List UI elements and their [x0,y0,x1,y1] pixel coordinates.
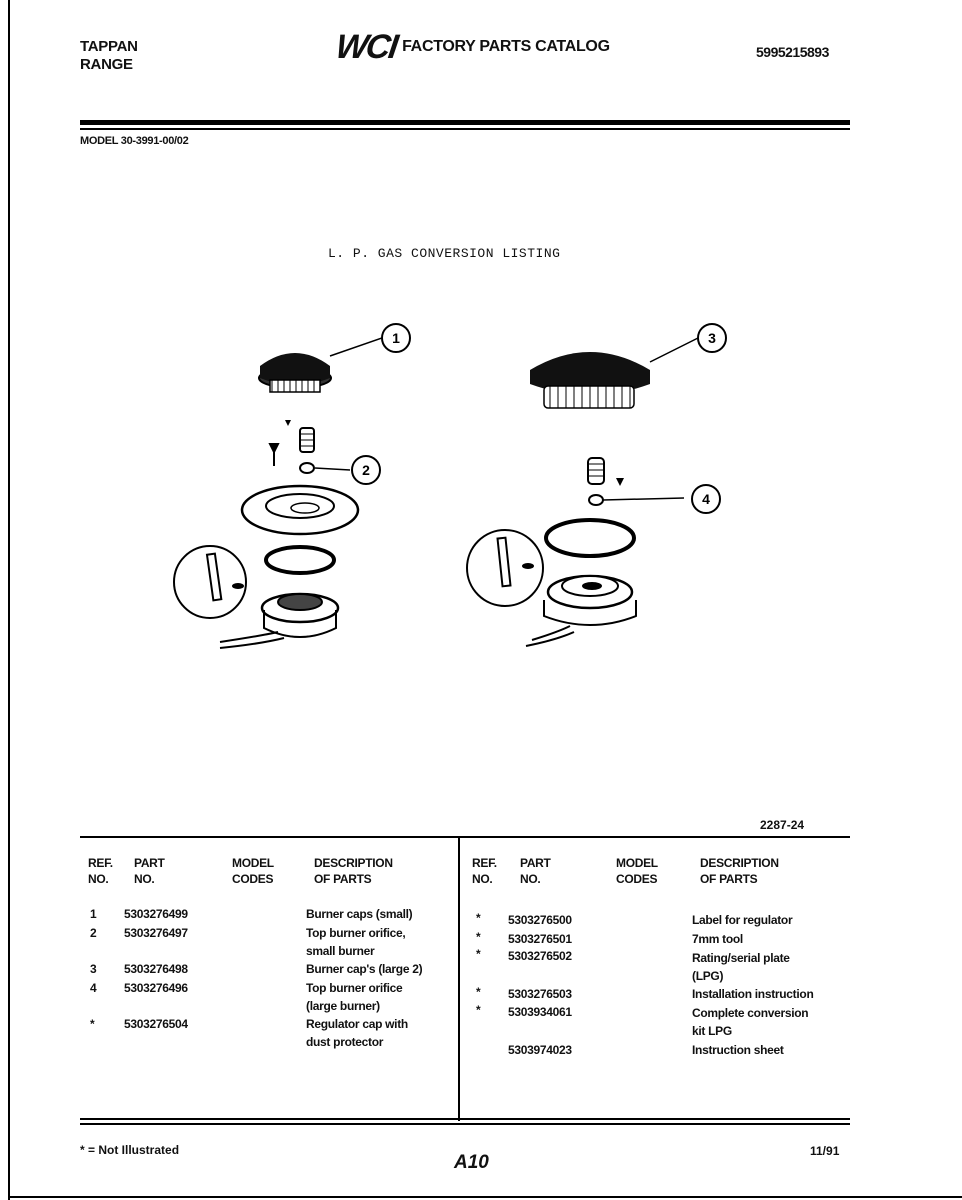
header-model-codes-right [616,855,658,887]
part-number-cell: 5303276501 [508,932,572,946]
description-cell: small burner [306,944,375,958]
ref-cell: 1 [90,907,97,921]
header-line: OF PARTS [314,872,372,886]
header-line: CODES [616,872,658,886]
part-number-cell: 5303276503 [508,987,572,1001]
header-line: DESCRIPTION [700,856,779,870]
header-line: MODEL [232,856,274,870]
header-line: PART [134,856,165,870]
model-number: MODEL 30-3991-00/02 [80,135,189,147]
callout-label: 3 [708,330,716,346]
ref-cell: * [90,1017,95,1031]
header-line: NO. [520,872,541,886]
callout-label: 2 [362,462,370,478]
table-bottom-rule-2 [80,1123,850,1125]
header-model-codes [232,855,274,887]
ref-cell: 4 [90,981,97,995]
brand-block [80,38,138,74]
table-bottom-rule [80,1118,850,1120]
part-number-cell: 5303934061 [508,1005,572,1019]
description-cell: dust protector [306,1035,384,1049]
ref-cell: * [476,1003,481,1017]
description-cell: Burner caps (small) [306,907,413,921]
header-line: NO. [88,872,109,886]
part-number-cell: 5303276502 [508,949,572,963]
callout-label: 4 [702,491,710,507]
header-rule-thick [80,120,850,125]
header-description [314,855,393,887]
description-cell: Regulator cap with [306,1017,408,1031]
description-cell: kit LPG [692,1024,732,1038]
description-cell: (LPG) [692,969,724,983]
ref-cell: 2 [90,926,97,940]
brand-name: TAPPAN [80,38,138,55]
large-burner-base [526,576,636,646]
page-bottom-border [8,1196,962,1198]
header-line: CODES [232,872,274,886]
description-cell: Top burner orifice [306,981,403,995]
callout-label: 1 [392,330,400,346]
small-burner-cap [259,353,331,392]
ref-cell: * [476,911,481,925]
part-number-cell: 5303276498 [124,962,188,976]
ref-cell: * [476,985,481,999]
description-cell: Label for regulator [692,913,793,927]
header-part-no [134,855,165,887]
header-line: NO. [472,872,493,886]
figure-number: 2287-24 [760,818,805,832]
part-number-cell: 5303276496 [124,981,188,995]
catalog-header [333,28,610,66]
header-line: MODEL [616,856,658,870]
description-cell: Rating/serial plate [692,951,790,965]
callout-2 [352,456,380,484]
exploded-parts-diagram [160,310,800,670]
table-top-rule [80,836,850,838]
product-type: RANGE [80,56,133,73]
not-illustrated-note: * = Not Illustrated [80,1143,180,1157]
header-line: NO. [134,872,155,886]
page-number: A10 [454,1152,489,1173]
callout-1 [382,324,410,352]
large-burner-cap [530,352,650,408]
catalog-number: 5995215893 [756,44,829,60]
header-line: PART [520,856,551,870]
small-burner-assembly [174,338,382,648]
description-cell: Burner cap's (large 2) [306,962,423,976]
part-number-cell: 5303276497 [124,926,188,940]
callout-4 [692,485,720,513]
header-part-no-right [520,855,551,887]
revision-date: 11/91 [810,1144,840,1158]
page-left-border [8,0,10,1200]
description-cell: Complete conversion [692,1006,809,1020]
header-line: REF. [88,856,113,870]
description-cell: 7mm tool [692,932,743,946]
ref-cell: * [476,930,481,944]
large-orifice [588,458,604,505]
part-number-cell: 5303974023 [508,1043,572,1057]
electrode-detail-circle [174,546,246,618]
header-line: OF PARTS [700,872,758,886]
ref-cell: * [476,947,481,961]
header-line: DESCRIPTION [314,856,393,870]
part-number-cell: 5303276499 [124,907,188,921]
header-ref-no-right [472,855,497,887]
ref-cell: 3 [90,962,97,976]
section-title: L. P. GAS CONVERSION LISTING [328,246,561,261]
part-number-cell: 5303276504 [124,1017,188,1031]
description-cell: Installation instruction [692,987,814,1001]
large-burner-assembly [467,338,698,646]
header-rule-thin [80,128,850,130]
small-orifice [300,428,314,473]
header-line: REF. [472,856,497,870]
description-cell: Instruction sheet [692,1043,784,1057]
part-number-cell: 5303276500 [508,913,572,927]
header-ref-no [88,855,113,887]
callout-3 [698,324,726,352]
description-cell: Top burner orifice, [306,926,406,940]
description-cell: (large burner) [306,999,380,1013]
electrode-detail-circle-large [467,530,543,606]
table-column-divider [458,837,460,1121]
catalog-title: FACTORY PARTS CATALOG [402,38,610,55]
wci-logo: WCI [333,28,399,66]
header-description-right [700,855,779,887]
